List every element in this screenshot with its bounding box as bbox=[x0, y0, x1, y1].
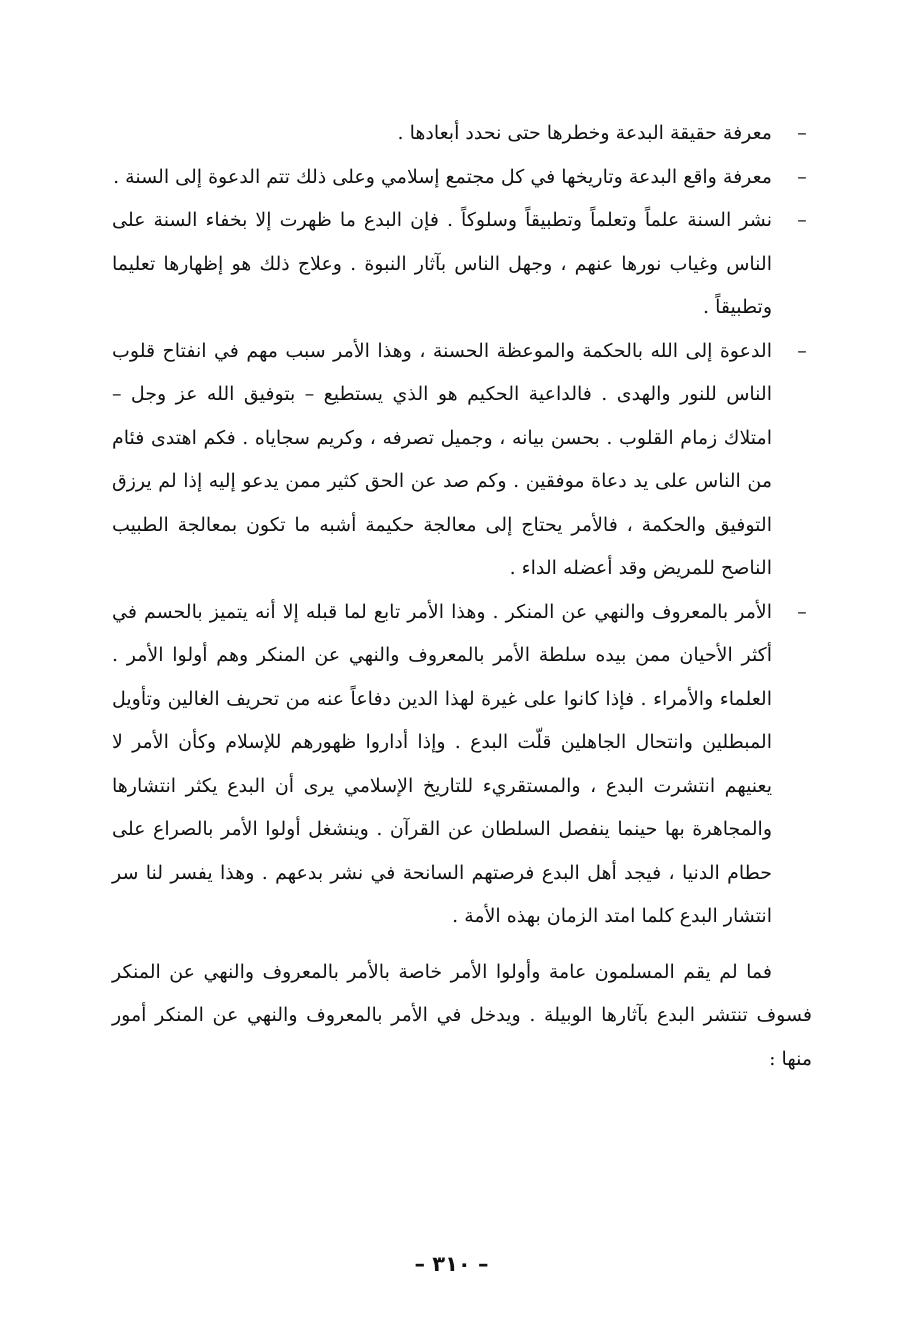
list-item bbox=[112, 591, 812, 939]
closing-paragraph: فما لم يقم المسلمون عامة وأولوا الأمر خاصة بالأمر بالمعروف والنهي عن المنكر فسوف تنتشر البدع بآثارها الوبيلة . ويدخل في الأمر بالمعروف والنهي عن المنكر أمور منها : bbox=[112, 960, 812, 1070]
list-item-text: الأمر بالمعروف والنهي عن المنكر . وهذا الأمر تابع لما قبله إلا أنه يتميز بالحسم في أكثر الأحيان ممن بيده سلطة الأمر بالمعروف والنهي عن المنكر وهم أولوا الأمر . العلماء والأمراء . فإذا كانوا على غيرة لهذا الدين دفاعاً عنه من تحريف الغالين وتأويل المبطلين وانتحال الجاهلين قلّت البدع . وإذا أداروا ظهورهم للإسلام وكأن الأمر لا يعنيهم انتشرت البدع ، والمستقريء للتاريخ الإسلامي يرى أن البدع يكثر انتشارها والمجاهرة بها حينما ينفصل السلطان عن القرآن . وينشغل أولوا الأمر بالصراع على حطام الدنيا ، فيجد أهل البدع فرصتهم السانحة في نشر بدعهم . وهذا يفسر لنا سر انتشار البدع كلما امتد الزمان بهذه الأمة . bbox=[112, 600, 772, 927]
list-item-text: معرفة واقع البدعة وتاريخها في كل مجتمع إسلامي وعلى ذلك تتم الدعوة إلى السنة . bbox=[113, 165, 772, 188]
list-dash: – bbox=[797, 165, 807, 188]
list-item bbox=[112, 199, 812, 330]
list-item bbox=[112, 330, 812, 591]
list-item-text: الدعوة إلى الله بالحكمة والموعظة الحسنة ، وهذا الأمر سبب مهم في انفتاح قلوب الناس للنور والهدى . فالداعية الحكيم هو الذي يستطيع – بتوفيق الله عز وجل – امتلاك زمام القلوب . بحسن بيانه ، وجميل تصرفه ، وكريم سجاياه . فكم اهتدى فئام من الناس على يد دعاة موفقين . وكم صد عن الحق كثير ممن يدعو إليه إذا لم يرزق التوفيق والحكمة ، فالأمر يحتاج إلى معالجة حكيمة أشبه ما تكون بمعالجة الطبيب الناصح للمريض وقد أعضله الداء . bbox=[112, 339, 772, 579]
list-item bbox=[112, 112, 812, 156]
list-dash: – bbox=[797, 122, 807, 144]
page-body bbox=[112, 112, 812, 1081]
list-item bbox=[112, 156, 812, 200]
page-number: – ٣١٠ – bbox=[414, 1252, 489, 1276]
list-item-text: معرفة حقيقة البدعة وخطرها حتى نحدد أبعادها . bbox=[397, 122, 772, 144]
list-dash: – bbox=[797, 209, 807, 231]
list-item-text: نشر السنة علماً وتعلماً وتطبيقاً وسلوكاً . فإن البدع ما ظهرت إلا بخفاء السنة على الناس وغياب نورها عنهم ، وجهل الناس بآثار النبوة . وعلاج ذلك هو إظهارها تعليما وتطبيقاً . bbox=[112, 209, 772, 318]
list-dash: – bbox=[797, 339, 807, 362]
list-dash: – bbox=[797, 600, 807, 623]
